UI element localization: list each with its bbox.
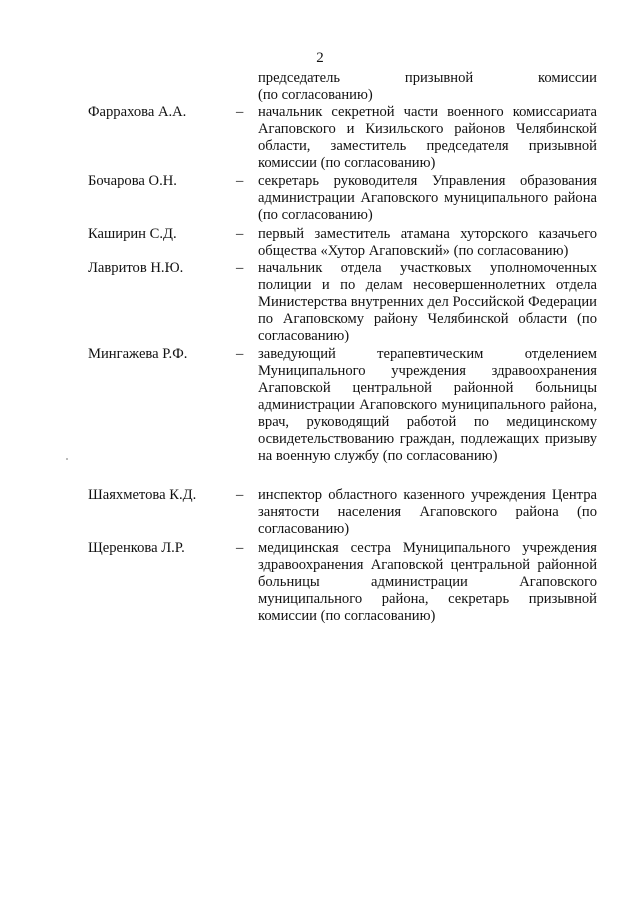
member-name: Лавритов Н.Ю.	[88, 260, 184, 276]
member-role: инспектор областного казенного учреждения Центра занятости населения Агаповского района (по согласованию)	[258, 487, 597, 537]
member-role: заведующий терапевтическим отделением Муниципального учреждения здравоохранения Агаповской центральной районной больницы администрации Агаповского муниципального района, врач, руководящий работой по медицинскому освидетельствованию граждан, подлежащих призыву на военную службу (по согласованию)	[258, 346, 597, 464]
dash-separator: –	[236, 260, 244, 276]
dash-separator: –	[236, 104, 244, 120]
continuation-word: призывной	[404, 70, 474, 86]
member-name: Бочарова О.Н.	[88, 173, 177, 189]
member-role: первый заместитель атамана хуторского казачьего общества «Хутор Агаповский» (по согласованию)	[258, 226, 597, 259]
dash-separator: –	[236, 540, 244, 556]
continuation-word: комиссии	[538, 70, 597, 86]
dash-separator: –	[236, 346, 244, 362]
dash-separator: –	[236, 487, 244, 503]
member-role: секретарь руководителя Управления образования администрации Агаповского муниципального района (по согласованию)	[258, 173, 597, 223]
member-name: Шаяхметова К.Д.	[88, 487, 197, 503]
member-name: Мингажева Р.Ф.	[88, 346, 188, 362]
member-role: начальник отдела участковых уполномоченных полиции и по делам несовершеннолетних отдела Министерства внутренних дел Российской Федерации по Агаповскому району Челябинской области (по согласованию)	[258, 260, 597, 344]
scan-speck	[66, 458, 68, 460]
member-role: медицинская сестра Муниципального учреждения здравоохранения Агаповской центральной районной больницы администрации Агаповского муниципального района, секретарь призывной комиссии (по согласованию)	[258, 540, 597, 624]
dash-separator: –	[236, 226, 244, 242]
continuation-word: председатель	[258, 70, 341, 86]
continuation-line-1	[258, 70, 597, 87]
member-name: Каширин С.Д.	[88, 226, 177, 242]
dash-separator: –	[236, 173, 244, 189]
continuation-line-2: (по согласованию)	[258, 87, 373, 103]
member-role: начальник секретной части военного комиссариата Агаповского и Кизильского районов Челябинской области, заместитель председателя призывной комиссии (по согласованию)	[258, 104, 597, 171]
member-name: Щеренкова Л.Р.	[88, 540, 185, 556]
page-number: 2	[316, 50, 324, 66]
member-name: Фаррахова А.А.	[88, 104, 187, 120]
